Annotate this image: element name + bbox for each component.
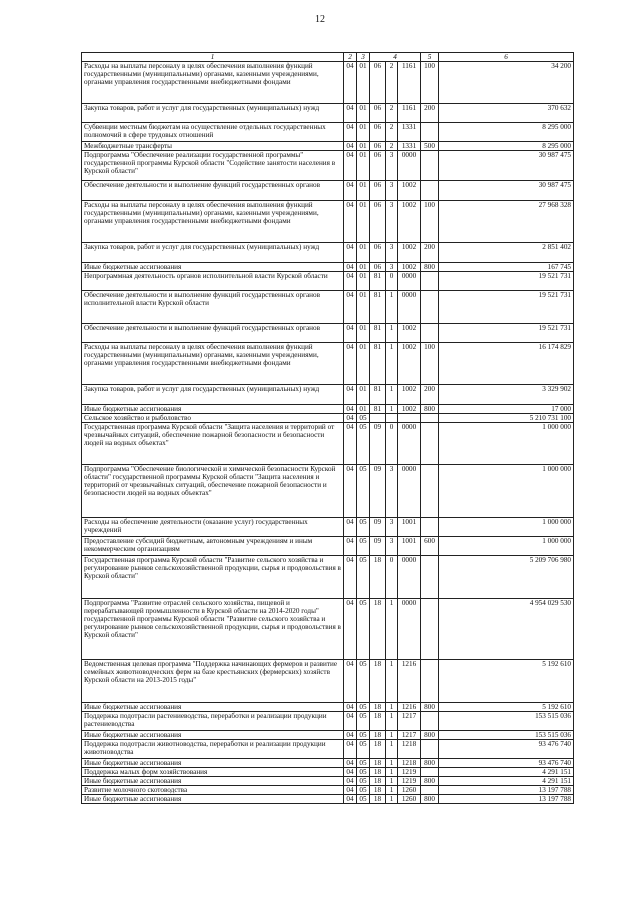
code-cell: 05 — [357, 423, 370, 465]
amount-cell: 93 476 740 — [439, 740, 574, 759]
row-name: Иные бюджетные ассигнования — [82, 703, 344, 712]
table-row — [82, 768, 574, 777]
code-cell — [421, 181, 439, 201]
code-cell: 04 — [344, 324, 357, 343]
code-cell: 1 — [386, 786, 398, 795]
code-cell: 01 — [357, 181, 370, 201]
code-cell: 18 — [370, 731, 386, 740]
code-cell: 04 — [344, 599, 357, 660]
code-cell: 18 — [370, 703, 386, 712]
code-cell: 05 — [357, 786, 370, 795]
row-name: Подпрограмма "Обеспечение биологической и химической безопасности Курской области" государственной программы Курской области "Защита населения и территорий от чрезвычайных ситуаций, обеспечение пожарной безопасности и безопасности людей на водных объектах" — [82, 465, 344, 518]
row-name: Развитие молочного скотоводства — [82, 786, 344, 795]
row-name: Субвенции местным бюджетам на осуществление отдельных государственных полномочий в сфере трудовых отношений — [82, 123, 344, 142]
code-cell: 18 — [370, 768, 386, 777]
row-name: Государственная программа Курской области "Защита населения и территорий от чрезвычайных ситуаций, обеспечение пожарной безопасности и безопасности людей на водных объектах" — [82, 423, 344, 465]
code-cell: 01 — [357, 142, 370, 151]
code-cell: 04 — [344, 740, 357, 759]
code-cell: 06 — [370, 263, 386, 272]
code-cell — [421, 151, 439, 181]
code-cell: 3 — [386, 518, 398, 537]
table-row — [82, 786, 574, 795]
row-name: Обеспечение деятельности и выполнение функций государственных органов исполнительной власти Курской области — [82, 291, 344, 324]
code-cell: 01 — [357, 405, 370, 414]
code-cell: 3 — [386, 537, 398, 556]
amount-cell: 1 000 000 — [439, 423, 574, 465]
amount-cell: 5 209 706 980 — [439, 556, 574, 599]
code-cell: 1 — [386, 777, 398, 786]
code-cell: 1219 — [398, 768, 421, 777]
row-name: Обеспечение деятельности и выполнение функций государственных органов — [82, 324, 344, 343]
amount-cell: 2 851 402 — [439, 243, 574, 263]
code-cell: 06 — [370, 243, 386, 263]
code-cell: 05 — [357, 777, 370, 786]
amount-cell: 13 197 788 — [439, 786, 574, 795]
amount-cell: 4 291 151 — [439, 777, 574, 786]
code-cell: 0000 — [398, 423, 421, 465]
code-cell: 04 — [344, 703, 357, 712]
code-cell: 05 — [357, 556, 370, 599]
code-cell: 04 — [344, 62, 357, 104]
code-cell: 05 — [357, 795, 370, 804]
code-cell: 09 — [370, 518, 386, 537]
table-row — [82, 465, 574, 518]
code-cell — [370, 414, 386, 423]
table-row — [82, 599, 574, 660]
code-cell — [421, 414, 439, 423]
code-cell: 1 — [386, 703, 398, 712]
code-cell: 04 — [344, 518, 357, 537]
code-cell: 1260 — [398, 786, 421, 795]
code-cell: 800 — [421, 777, 439, 786]
code-cell: 05 — [357, 518, 370, 537]
table-row — [82, 405, 574, 414]
code-cell: 01 — [357, 62, 370, 104]
code-cell — [398, 414, 421, 423]
code-cell: 04 — [344, 712, 357, 731]
row-name: Иные бюджетные ассигнования — [82, 759, 344, 768]
code-cell: 18 — [370, 759, 386, 768]
row-name: Иные бюджетные ассигнования — [82, 795, 344, 804]
code-cell: 09 — [370, 537, 386, 556]
code-cell: 1 — [386, 660, 398, 703]
row-name: Закупка товаров, работ и услуг для государственных (муниципальных) нужд — [82, 243, 344, 263]
amount-cell: 93 476 740 — [439, 759, 574, 768]
code-cell: 04 — [344, 786, 357, 795]
table-row — [82, 556, 574, 599]
row-name: Иные бюджетные ассигнования — [82, 731, 344, 740]
code-cell: 3 — [386, 181, 398, 201]
code-cell: 04 — [344, 385, 357, 405]
code-cell: 800 — [421, 795, 439, 804]
table-row — [82, 272, 574, 291]
code-cell — [421, 786, 439, 795]
code-cell: 0000 — [398, 465, 421, 518]
header-cell: 2 — [344, 53, 357, 62]
amount-cell: 1 000 000 — [439, 537, 574, 556]
row-name: Межбюджетные трансферты — [82, 142, 344, 151]
amount-cell: 34 200 — [439, 62, 574, 104]
code-cell: 1002 — [398, 243, 421, 263]
code-cell: 05 — [357, 660, 370, 703]
row-name: Поддержка малых форм хозяйствования — [82, 768, 344, 777]
code-cell: 100 — [421, 62, 439, 104]
amount-cell: 370 632 — [439, 104, 574, 123]
code-cell: 2 — [386, 104, 398, 123]
amount-cell: 30 987 475 — [439, 181, 574, 201]
code-cell: 04 — [344, 151, 357, 181]
table-row — [82, 537, 574, 556]
code-cell: 1002 — [398, 201, 421, 243]
amount-cell: 153 515 036 — [439, 731, 574, 740]
code-cell: 18 — [370, 740, 386, 759]
code-cell: 05 — [357, 731, 370, 740]
code-cell: 06 — [370, 62, 386, 104]
table-row — [82, 660, 574, 703]
code-cell: 04 — [344, 104, 357, 123]
code-cell — [386, 414, 398, 423]
page-number: 12 — [315, 14, 325, 25]
code-cell: 04 — [344, 291, 357, 324]
code-cell: 04 — [344, 465, 357, 518]
code-cell: 01 — [357, 291, 370, 324]
code-cell: 18 — [370, 786, 386, 795]
table-row — [82, 324, 574, 343]
row-name: Расходы на выплаты персоналу в целях обеспечения выполнения функций государственными (муниципальными) органами, казенными учреждениями, органами управления государственными внебюджетными фондами — [82, 201, 344, 243]
code-cell: 800 — [421, 263, 439, 272]
code-cell: 1001 — [398, 518, 421, 537]
row-name: Подпрограмма "Развитие отраслей сельского хозяйства, пищевой и перерабатывающей промышленности в Курской области на 2014-2020 годы" государственной программы Курской области "Развитие сельского хозяйства и регулирование рынков сельскохозяйственной продукции, сырья и продовольствия в Курской области" — [82, 599, 344, 660]
code-cell: 1 — [386, 385, 398, 405]
code-cell: 05 — [357, 465, 370, 518]
code-cell: 04 — [344, 142, 357, 151]
table-row — [82, 777, 574, 786]
code-cell: 800 — [421, 759, 439, 768]
code-cell: 01 — [357, 151, 370, 181]
code-cell: 04 — [344, 731, 357, 740]
code-cell — [421, 740, 439, 759]
code-cell: 04 — [344, 181, 357, 201]
code-cell: 01 — [357, 104, 370, 123]
code-cell: 1218 — [398, 740, 421, 759]
code-cell: 04 — [344, 537, 357, 556]
code-cell: 1 — [386, 768, 398, 777]
code-cell — [421, 768, 439, 777]
code-cell: 04 — [344, 263, 357, 272]
code-cell — [421, 465, 439, 518]
table-row — [82, 518, 574, 537]
code-cell: 05 — [357, 703, 370, 712]
code-cell: 1002 — [398, 263, 421, 272]
code-cell: 800 — [421, 405, 439, 414]
code-cell: 1 — [386, 324, 398, 343]
code-cell: 0000 — [398, 556, 421, 599]
code-cell: 100 — [421, 201, 439, 243]
code-cell: 01 — [357, 385, 370, 405]
amount-cell: 4 954 029 530 — [439, 599, 574, 660]
amount-cell: 13 197 788 — [439, 795, 574, 804]
amount-cell: 19 521 731 — [439, 324, 574, 343]
code-cell: 3 — [386, 201, 398, 243]
code-cell: 04 — [344, 201, 357, 243]
table-row — [82, 712, 574, 731]
code-cell: 1002 — [398, 324, 421, 343]
code-cell: 1218 — [398, 759, 421, 768]
code-cell: 500 — [421, 142, 439, 151]
row-name: Государственная программа Курской области "Развитие сельского хозяйства и регулирование рынков сельскохозяйственной продукции, сырья и продовольствия в Курской области" — [82, 556, 344, 599]
code-cell: 04 — [344, 768, 357, 777]
code-cell: 3 — [386, 263, 398, 272]
amount-cell: 153 515 036 — [439, 712, 574, 731]
row-name: Поддержка подотрасли животноводства, переработки и реализации продукции животноводства — [82, 740, 344, 759]
code-cell: 1 — [386, 343, 398, 385]
code-cell: 01 — [357, 343, 370, 385]
code-cell: 800 — [421, 731, 439, 740]
code-cell: 04 — [344, 556, 357, 599]
code-cell: 04 — [344, 123, 357, 142]
code-cell: 200 — [421, 243, 439, 263]
code-cell: 06 — [370, 142, 386, 151]
code-cell: 05 — [357, 599, 370, 660]
table-row — [82, 759, 574, 768]
amount-cell: 1 000 000 — [439, 518, 574, 537]
code-cell: 81 — [370, 324, 386, 343]
budget-table — [81, 52, 574, 804]
table-row — [82, 62, 574, 104]
header-row — [82, 53, 574, 62]
code-cell: 600 — [421, 537, 439, 556]
code-cell — [421, 291, 439, 324]
code-cell: 0 — [386, 556, 398, 599]
code-cell: 09 — [370, 465, 386, 518]
code-cell: 05 — [357, 712, 370, 731]
amount-cell: 1 000 000 — [439, 465, 574, 518]
code-cell: 81 — [370, 405, 386, 414]
row-name: Поддержка подотрасли растениеводства, переработки и реализации продукции растениеводства — [82, 712, 344, 731]
table-row — [82, 731, 574, 740]
code-cell — [421, 660, 439, 703]
amount-cell: 8 295 000 — [439, 142, 574, 151]
code-cell: 04 — [344, 272, 357, 291]
code-cell: 01 — [357, 123, 370, 142]
code-cell: 01 — [357, 263, 370, 272]
row-name: Ведомственная целевая программа "Поддержка начинающих фермеров и развитие семейных животноводческих ферм на базе крестьянских (фермерских) хозяйств Курской области на 2013-2015 годы" — [82, 660, 344, 703]
amount-cell: 5 210 731 100 — [439, 414, 574, 423]
header-cell: 6 — [439, 53, 574, 62]
code-cell: 18 — [370, 599, 386, 660]
code-cell: 1 — [386, 712, 398, 731]
code-cell: 1216 — [398, 660, 421, 703]
code-cell: 05 — [357, 414, 370, 423]
code-cell: 3 — [386, 465, 398, 518]
amount-cell: 16 174 829 — [439, 343, 574, 385]
code-cell: 800 — [421, 703, 439, 712]
code-cell: 0000 — [398, 291, 421, 324]
amount-cell: 4 291 151 — [439, 768, 574, 777]
row-name: Предоставление субсидий бюджетным, автономным учреждениям и иным некоммерческим организациям — [82, 537, 344, 556]
code-cell: 01 — [357, 324, 370, 343]
code-cell: 100 — [421, 343, 439, 385]
table-row — [82, 423, 574, 465]
code-cell: 05 — [357, 537, 370, 556]
code-cell: 81 — [370, 291, 386, 324]
code-cell: 04 — [344, 777, 357, 786]
code-cell: 09 — [370, 423, 386, 465]
code-cell: 81 — [370, 385, 386, 405]
table-row — [82, 123, 574, 142]
code-cell: 18 — [370, 777, 386, 786]
row-name: Расходы на выплаты персоналу в целях обеспечения выполнения функций государственными (муниципальными) органами, казенными учреждениями, органами управления государственными внебюджетными фондами — [82, 343, 344, 385]
row-name: Подпрограмма "Обеспечение реализации государственной программы" государственной программы Курской области "Содействие занятости населения в Курской области" — [82, 151, 344, 181]
code-cell: 04 — [344, 795, 357, 804]
code-cell: 06 — [370, 151, 386, 181]
code-cell — [421, 123, 439, 142]
table-row — [82, 795, 574, 804]
code-cell: 3 — [386, 151, 398, 181]
code-cell: 04 — [344, 759, 357, 768]
code-cell: 06 — [370, 201, 386, 243]
code-cell: 0000 — [398, 272, 421, 291]
amount-cell: 5 192 610 — [439, 660, 574, 703]
code-cell: 1161 — [398, 104, 421, 123]
amount-cell: 27 968 328 — [439, 201, 574, 243]
header-cell: 1 — [82, 53, 344, 62]
code-cell: 04 — [344, 423, 357, 465]
amount-cell: 30 987 475 — [439, 151, 574, 181]
amount-cell: 167 745 — [439, 263, 574, 272]
code-cell: 0 — [386, 272, 398, 291]
code-cell — [421, 712, 439, 731]
table-row — [82, 243, 574, 263]
table-row — [82, 142, 574, 151]
row-name: Непрограммная деятельность органов исполнительной власти Курской области — [82, 272, 344, 291]
row-name: Закупка товаров, работ и услуг для государственных (муниципальных) нужд — [82, 385, 344, 405]
amount-cell: 5 192 610 — [439, 703, 574, 712]
code-cell: 1002 — [398, 385, 421, 405]
code-cell — [421, 556, 439, 599]
amount-cell: 19 521 731 — [439, 272, 574, 291]
code-cell: 2 — [386, 62, 398, 104]
code-cell: 81 — [370, 272, 386, 291]
code-cell: 2 — [386, 123, 398, 142]
code-cell: 04 — [344, 660, 357, 703]
code-cell: 1 — [386, 731, 398, 740]
code-cell: 04 — [344, 243, 357, 263]
table-row — [82, 343, 574, 385]
code-cell: 1217 — [398, 731, 421, 740]
code-cell: 04 — [344, 343, 357, 385]
code-cell: 1 — [386, 599, 398, 660]
code-cell: 01 — [357, 201, 370, 243]
code-cell — [421, 423, 439, 465]
table-row — [82, 385, 574, 405]
code-cell: 1 — [386, 291, 398, 324]
table-row — [82, 104, 574, 123]
code-cell: 1219 — [398, 777, 421, 786]
code-cell: 1002 — [398, 343, 421, 385]
code-cell: 1001 — [398, 537, 421, 556]
code-cell: 18 — [370, 795, 386, 804]
code-cell: 81 — [370, 343, 386, 385]
amount-cell: 8 295 000 — [439, 123, 574, 142]
table-row — [82, 151, 574, 181]
header-cell: 3 — [357, 53, 370, 62]
amount-cell: 3 329 902 — [439, 385, 574, 405]
code-cell: 05 — [357, 768, 370, 777]
code-cell: 04 — [344, 405, 357, 414]
code-cell: 2 — [386, 142, 398, 151]
table-row — [82, 201, 574, 243]
code-cell: 1216 — [398, 703, 421, 712]
code-cell: 06 — [370, 123, 386, 142]
row-name: Закупка товаров, работ и услуг для государственных (муниципальных) нужд — [82, 104, 344, 123]
code-cell: 18 — [370, 712, 386, 731]
table-row — [82, 181, 574, 201]
code-cell: 1 — [386, 795, 398, 804]
code-cell: 01 — [357, 272, 370, 291]
code-cell: 0 — [386, 423, 398, 465]
code-cell: 18 — [370, 556, 386, 599]
code-cell: 1161 — [398, 62, 421, 104]
header-cell: 4 — [370, 53, 421, 62]
table-row — [82, 703, 574, 712]
row-name: Иные бюджетные ассигнования — [82, 777, 344, 786]
code-cell: 1 — [386, 405, 398, 414]
code-cell: 200 — [421, 104, 439, 123]
code-cell: 0000 — [398, 599, 421, 660]
code-cell: 1260 — [398, 795, 421, 804]
code-cell: 1002 — [398, 181, 421, 201]
row-name: Обеспечение деятельности и выполнение функций государственных органов — [82, 181, 344, 201]
table-row — [82, 414, 574, 423]
code-cell: 18 — [370, 660, 386, 703]
code-cell: 3 — [386, 243, 398, 263]
row-name: Расходы на выплаты персоналу в целях обеспечения выполнения функций государственными (муниципальными) органами, казенными учреждениями, органами управления государственными внебюджетными фондами — [82, 62, 344, 104]
code-cell: 200 — [421, 385, 439, 405]
code-cell — [421, 324, 439, 343]
code-cell: 1331 — [398, 123, 421, 142]
code-cell: 1 — [386, 740, 398, 759]
table-row — [82, 291, 574, 324]
code-cell: 05 — [357, 740, 370, 759]
code-cell: 0000 — [398, 151, 421, 181]
amount-cell: 17 000 — [439, 405, 574, 414]
code-cell: 1 — [386, 759, 398, 768]
row-name: Иные бюджетные ассигнования — [82, 405, 344, 414]
code-cell: 05 — [357, 759, 370, 768]
code-cell — [421, 518, 439, 537]
code-cell: 06 — [370, 104, 386, 123]
row-name: Расходы на обеспечение деятельности (оказание услуг) государственных учреждений — [82, 518, 344, 537]
header-cell: 5 — [421, 53, 439, 62]
code-cell — [421, 599, 439, 660]
code-cell: 1002 — [398, 405, 421, 414]
table-row — [82, 263, 574, 272]
code-cell: 1331 — [398, 142, 421, 151]
code-cell: 01 — [357, 243, 370, 263]
row-name: Сельское хозяйство и рыболовство — [82, 414, 344, 423]
table-row — [82, 740, 574, 759]
row-name: Иные бюджетные ассигнования — [82, 263, 344, 272]
amount-cell: 19 521 731 — [439, 291, 574, 324]
code-cell — [421, 272, 439, 291]
code-cell: 06 — [370, 181, 386, 201]
code-cell: 1217 — [398, 712, 421, 731]
code-cell: 04 — [344, 414, 357, 423]
